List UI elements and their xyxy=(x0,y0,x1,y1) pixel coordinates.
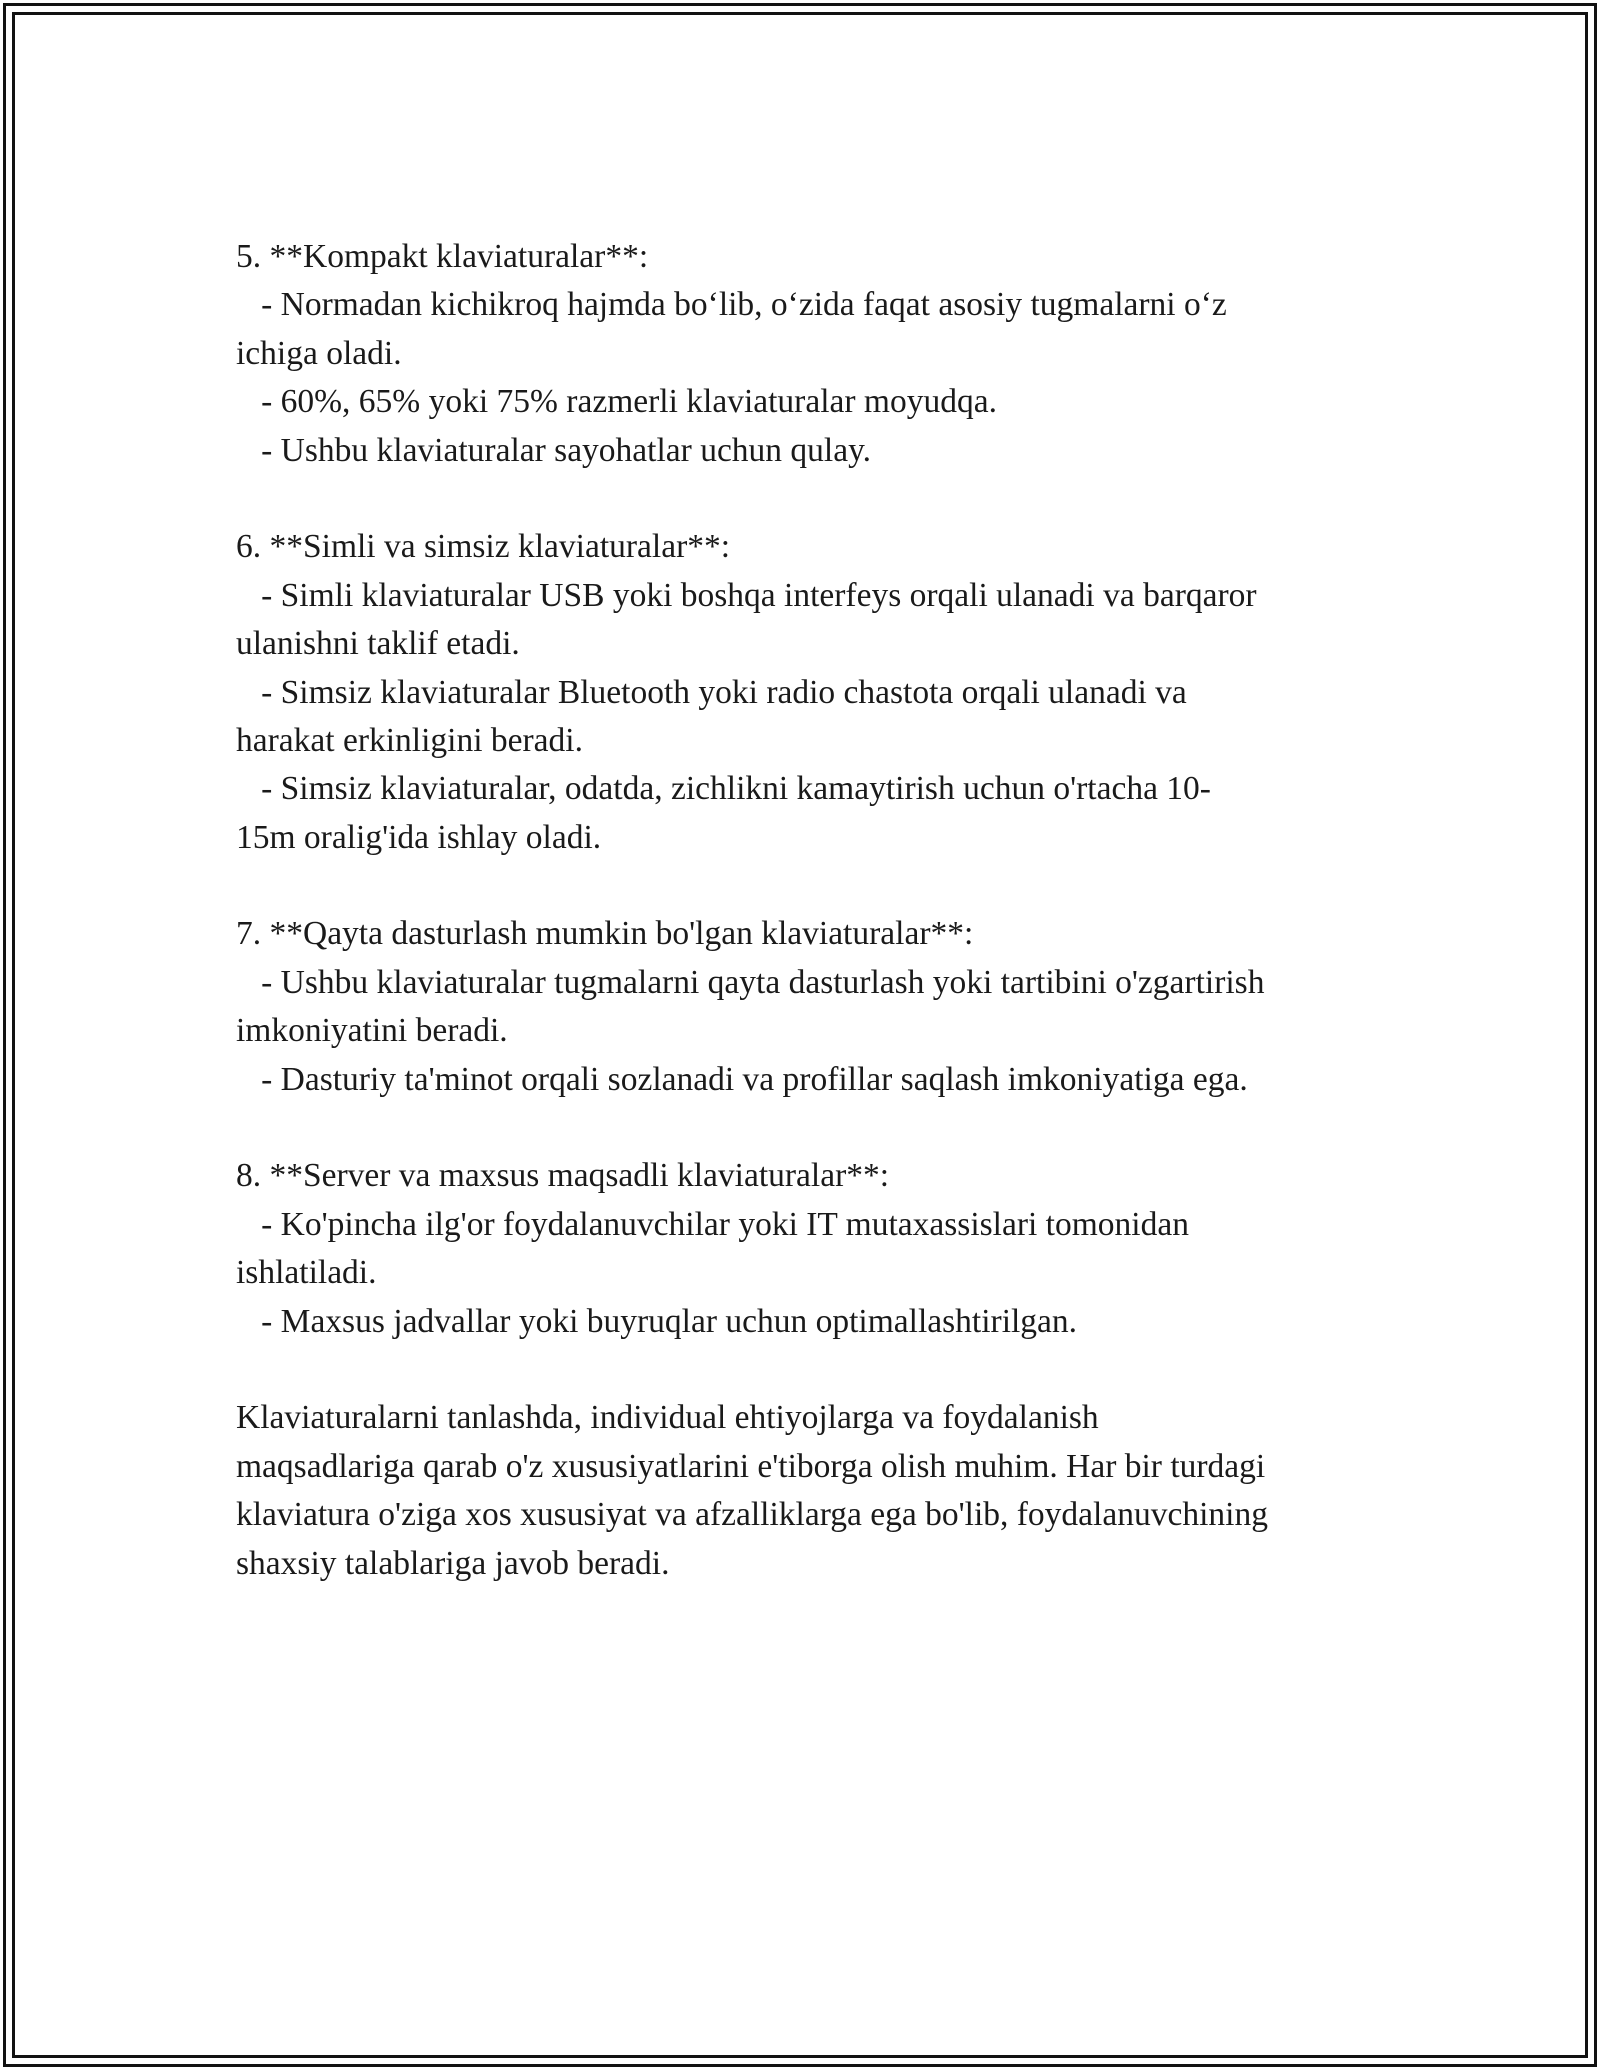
section-programmable-keyboards xyxy=(236,910,1396,1104)
conclusion-line: shaxsiy talablariga javob beradi. xyxy=(236,1544,670,1582)
section-heading: 7. **Qayta dasturlash mumkin bo'lgan klaviaturalar**: xyxy=(236,915,974,953)
section-line: 15m oralig'ida ishlay oladi. xyxy=(236,818,602,856)
section-line: - Simsiz klaviaturalar Bluetooth yoki radio chastota orqali ulanadi va xyxy=(236,673,1187,711)
section-line: ulanishni taklif etadi. xyxy=(236,625,520,663)
section-line: - 60%, 65% yoki 75% razmerli klaviaturalar moyudqa. xyxy=(236,383,997,421)
conclusion-line: Klaviaturalarni tanlashda, individual ehtiyojlarga va foydalanish xyxy=(236,1399,1099,1437)
section-line: - Dasturiy ta'minot orqali sozlanadi va profillar saqlash imkoniyatiga ega. xyxy=(236,1060,1248,1098)
section-line: - Ushbu klaviaturalar tugmalarni qayta dasturlash yoki tartibini o'zgartirish xyxy=(236,963,1265,1001)
section-line: - Maxsus jadvallar yoki buyruqlar uchun optimallashtirilgan. xyxy=(236,1302,1078,1340)
document-body xyxy=(236,233,1396,1588)
paragraph-gap xyxy=(236,1346,1396,1394)
section-heading: 6. **Simli va simsiz klaviaturalar**: xyxy=(236,528,731,566)
paragraph-gap xyxy=(236,1104,1396,1152)
section-server-special-keyboards xyxy=(236,1152,1396,1346)
section-line: ishlatiladi. xyxy=(236,1254,377,1292)
conclusion-line: klaviatura o'ziga xos xususiyat va afzalliklarga ega bo'lib, foydalanuvchining xyxy=(236,1496,1268,1534)
paragraph-gap xyxy=(236,475,1396,523)
section-line: - Simsiz klaviaturalar, odatda, zichlikni kamaytirish uchun o'rtacha 10- xyxy=(236,770,1211,808)
section-line: - Ko'pincha ilg'or foydalanuvchilar yoki IT mutaxassislari tomonidan xyxy=(236,1205,1189,1243)
section-line: harakat erkinligini beradi. xyxy=(236,721,583,759)
section-wired-wireless-keyboards xyxy=(236,523,1396,862)
section-line: - Simli klaviaturalar USB yoki boshqa interfeys orqali ulanadi va barqaror xyxy=(236,576,1257,614)
paragraph-gap xyxy=(236,862,1396,910)
section-line: - Normadan kichikroq hajmda bo‘lib, o‘zida faqat asosiy tugmalarni o‘z xyxy=(236,286,1227,324)
conclusion-paragraph xyxy=(236,1394,1396,1588)
section-compact-keyboards xyxy=(236,233,1396,475)
section-line: - Ushbu klaviaturalar sayohatlar uchun qulay. xyxy=(236,431,872,469)
section-heading: 8. **Server va maxsus maqsadli klaviaturalar**: xyxy=(236,1157,890,1195)
section-line: imkoniyatini beradi. xyxy=(236,1012,508,1050)
section-heading: 5. **Kompakt klaviaturalar**: xyxy=(236,238,649,275)
conclusion-line: maqsadlariga qarab o'z xususiyatlarini e'tiborga olish muhim. Har bir turdagi xyxy=(236,1447,1266,1485)
section-line: ichiga oladi. xyxy=(236,334,402,372)
